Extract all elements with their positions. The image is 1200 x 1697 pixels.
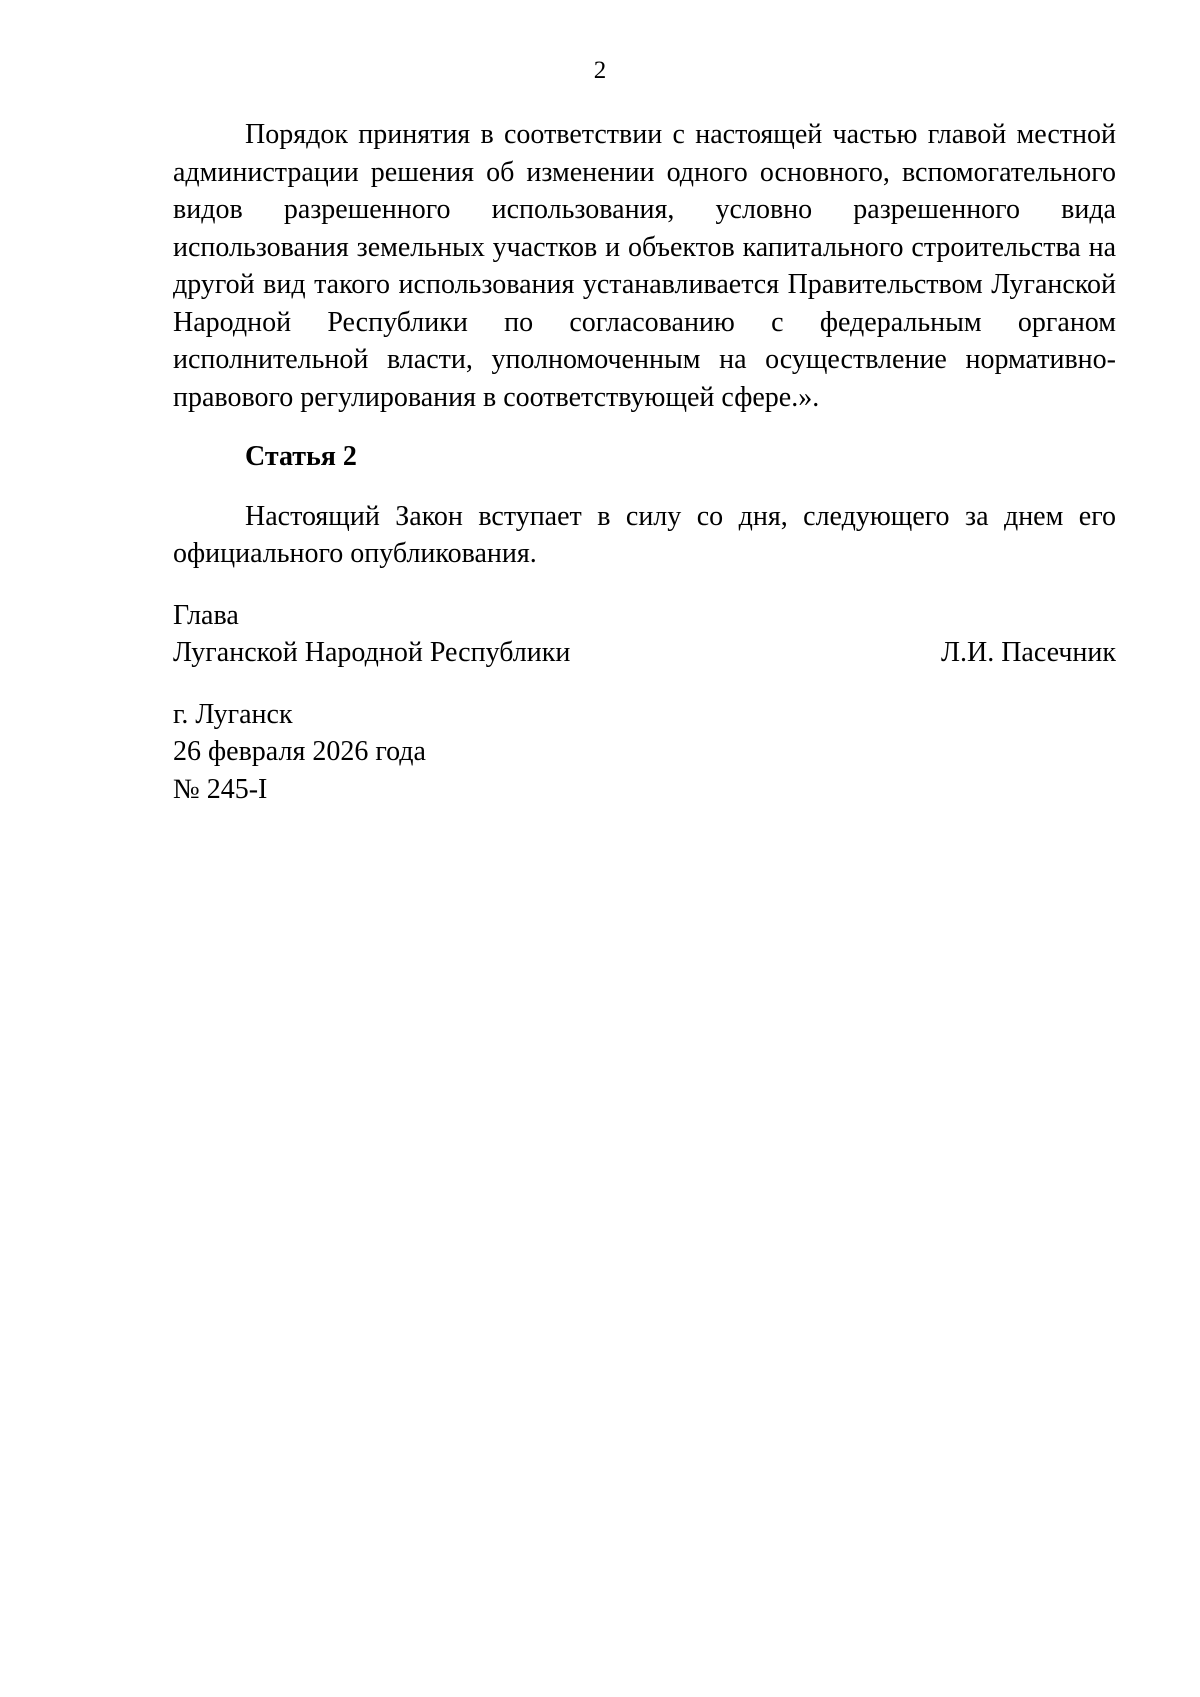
date: 26 февраля 2026 года	[173, 736, 426, 767]
paragraph-procedure: Порядок принятия в соответствии с настоящей частью главой местной администрации решения об изменении одного основного, вспомогательного видов разрешенного использования, условно разрешенного вида использования земельных участков и объектов капитального строительства на другой вид такого использования устанавливается Правительством Луганской Народной Республики по согласованию с федеральным органом исполнительной власти, уполномоченным на осуществление нормативно-правового регулирования в соответствующей сфере.».	[173, 119, 1116, 413]
signature-title-line-2: Луганской Народной Республики	[173, 637, 571, 668]
signature-title-line-1: Глава	[173, 599, 239, 631]
city: г. Луганск	[173, 698, 293, 730]
paragraph-effective-date: Настоящий Закон вступает в силу со дня, следующего за днем его официального опубликования.	[173, 500, 1116, 569]
document-body	[173, 116, 1116, 808]
article-heading: Статья 2	[245, 441, 357, 472]
signature-block	[173, 597, 1116, 672]
page-number: 2	[593, 57, 607, 84]
signatory-name: Л.И. Пасечник	[940, 637, 1116, 668]
law-number: № 245-I	[173, 773, 268, 805]
place-date-block	[173, 696, 1116, 809]
